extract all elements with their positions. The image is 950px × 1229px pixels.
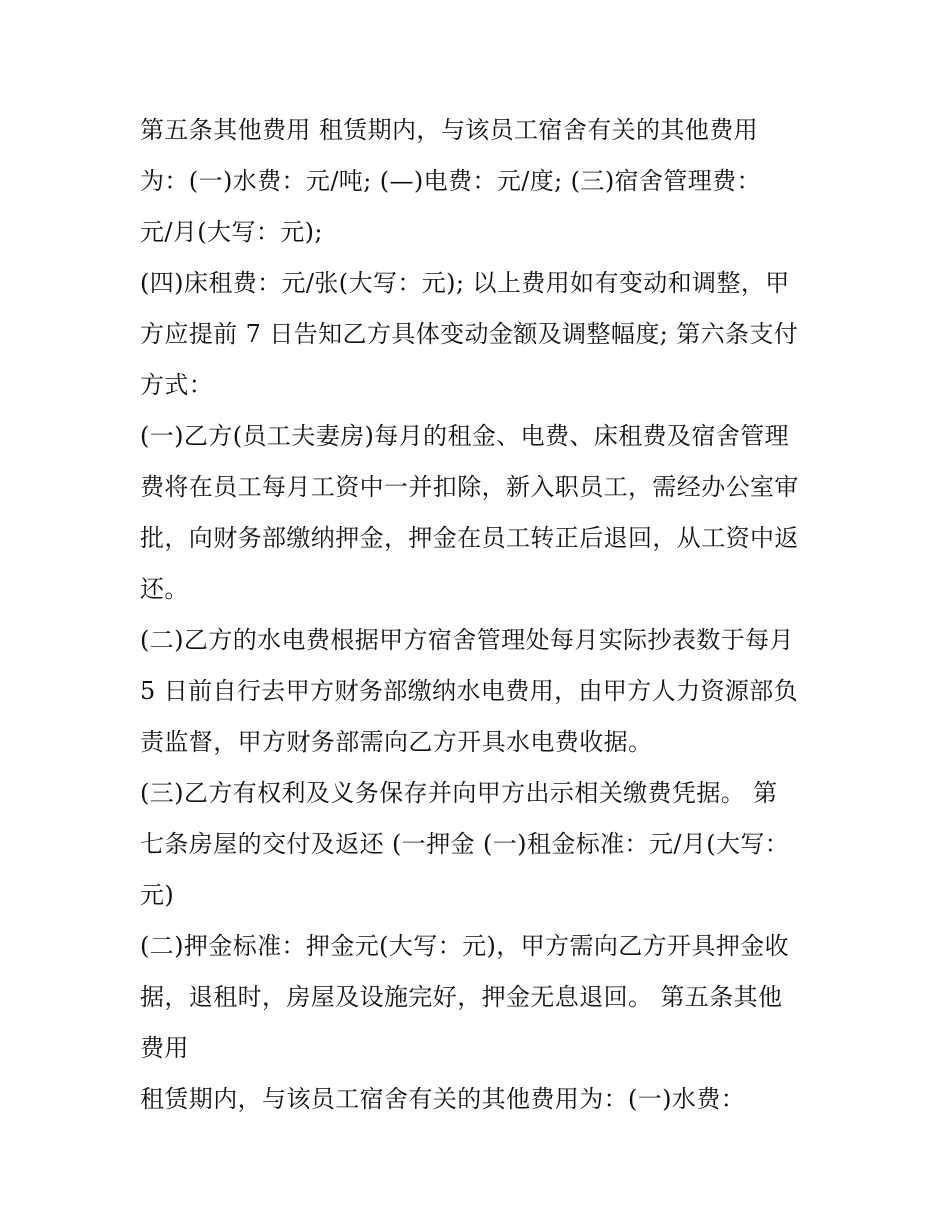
text-line: (四)床租费：元/张(大写：元); 以上费用如有变动和调整，甲 — [140, 269, 790, 297]
text-line: 元/月(大写：元); — [140, 218, 323, 246]
text-line: (二)乙方的水电费根据甲方宿舍管理处每月实际抄表数于每月 — [140, 626, 794, 654]
text-line: 方应提前 7 日告知乙方具体变动金额及调整幅度; 第六条支付 — [140, 320, 799, 348]
text-line: 还。 — [140, 575, 189, 603]
text-line: (一)乙方(员工夫妻房)每月的租金、电费、床租费及宿舍管理 — [140, 422, 790, 450]
text-line: 为：(一)水费：元/吨; (—)电费：元/度; (三)宿舍管理费： — [140, 167, 761, 195]
text-line: 七条房屋的交付及返还 (一押金 (一)租金标准：元/月(大写： — [140, 830, 790, 858]
text-line: 批，向财务部缴纳押金，押金在员工转正后退回，从工资中返 — [140, 524, 799, 552]
text-line: 方式： — [140, 371, 214, 399]
text-line: 费将在员工每月工资中一并扣除，新入职员工，需经办公室审 — [140, 473, 799, 501]
text-line: 第五条其他费用 租赁期内，与该员工宿舍有关的其他费用 — [140, 116, 759, 144]
text-line: 元) — [140, 881, 175, 909]
text-line: 责监督，甲方财务部需向乙方开具水电费收据。 — [140, 728, 653, 756]
text-line: 费用 — [140, 1034, 189, 1062]
text-line: (三)乙方有权利及义务保存并向甲方出示相关缴费凭据。 第 — [140, 779, 778, 807]
text-line: 租赁期内，与该员工宿舍有关的其他费用为：(一)水费： — [140, 1085, 746, 1113]
text-line: 据，退租时，房屋及设施完好，押金无息退回。 第五条其他 — [140, 983, 783, 1011]
text-line: (二)押金标准：押金元(大写：元)，甲方需向乙方开具押金收 — [140, 932, 790, 960]
document-body — [140, 105, 820, 1125]
text-line: 5 日前自行去甲方财务部缴纳水电费用，由甲方人力资源部负 — [140, 677, 799, 705]
